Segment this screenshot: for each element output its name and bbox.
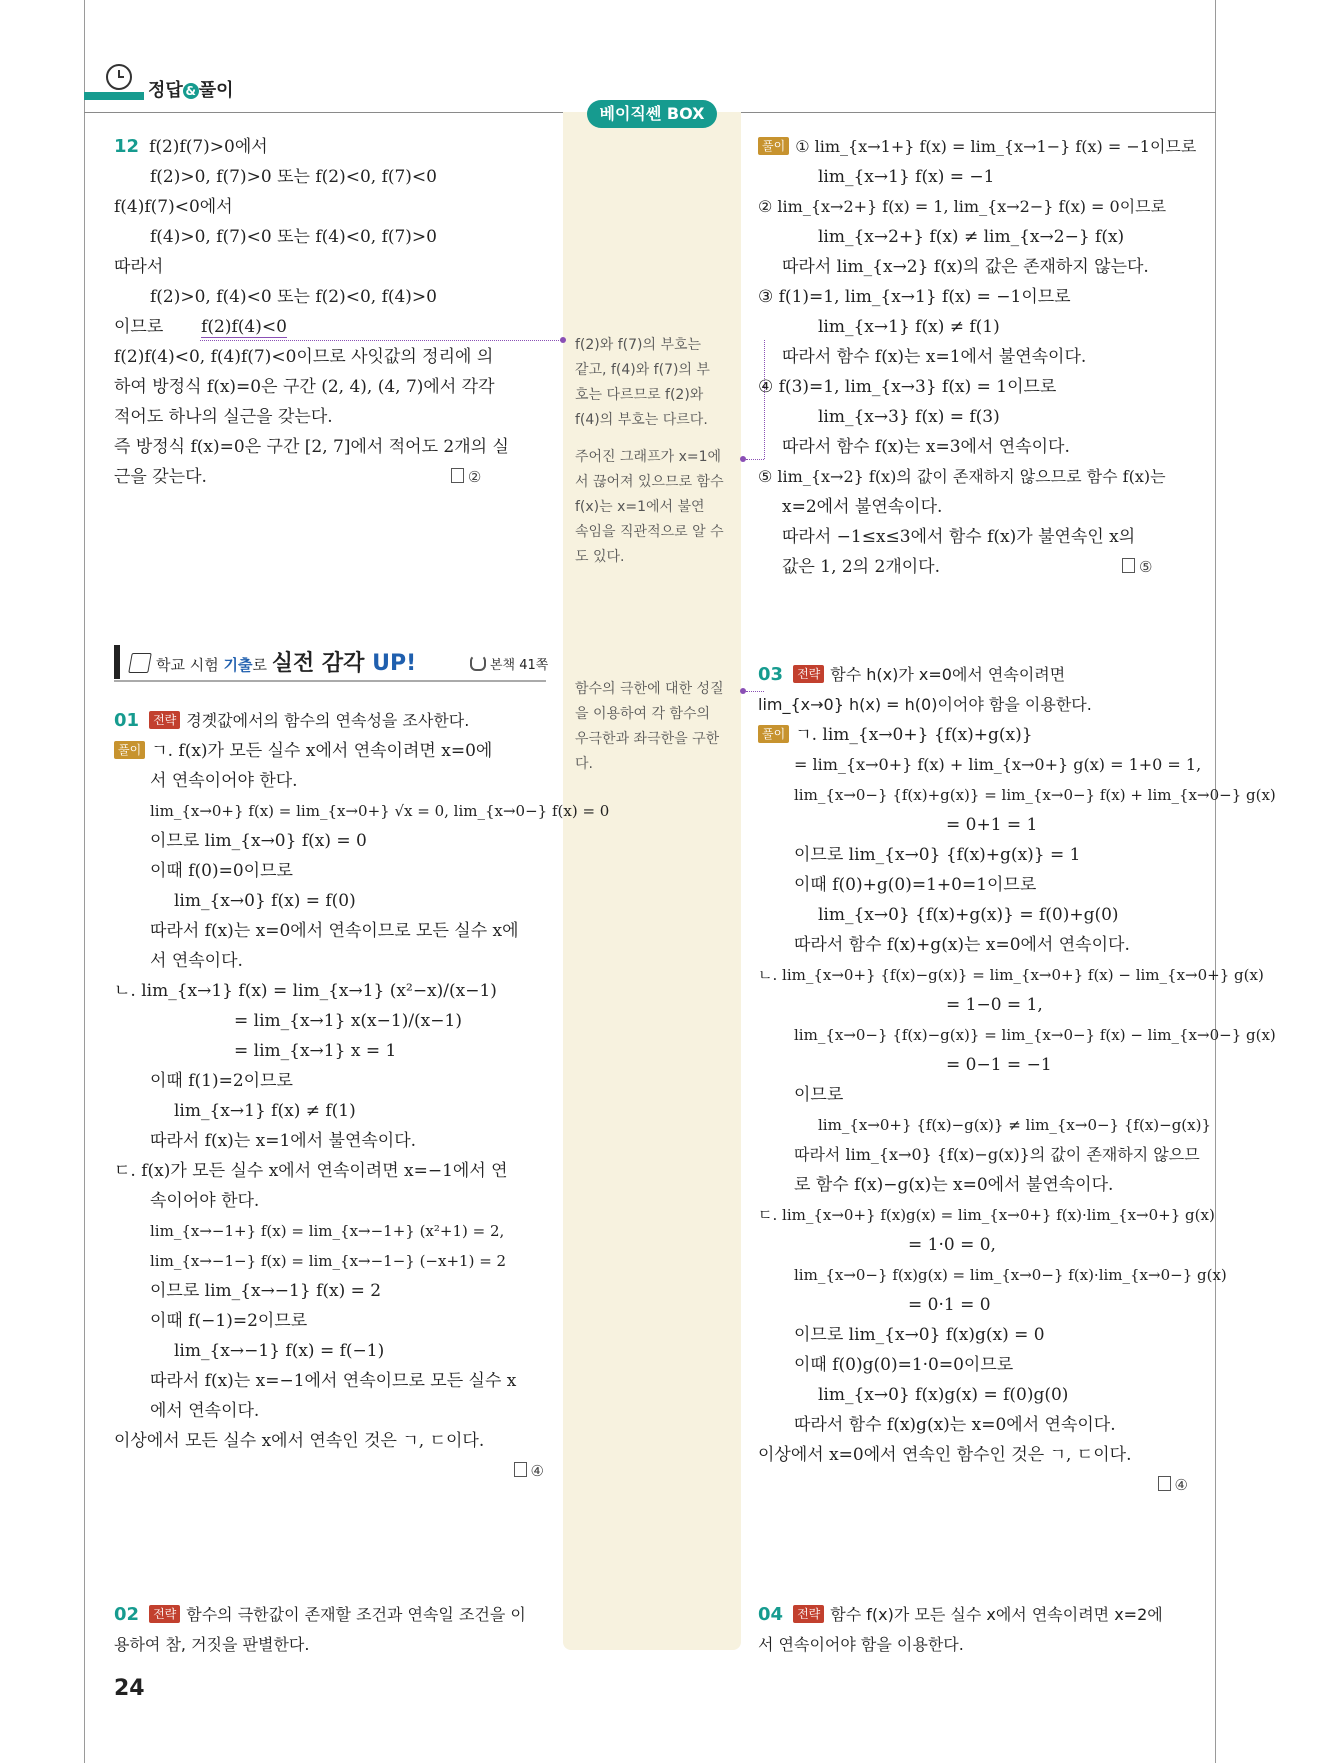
q03-answer	[1158, 1470, 1188, 1500]
section-ref-text: 본책 41쪽	[490, 658, 549, 673]
q02-line: ③ f(1)=1, lim_{x→1} f(x) = −1이므로	[758, 287, 1071, 307]
alarm-clock-icon	[106, 64, 132, 90]
q02-line: 따라서 −1≤x≤3에서 함수 f(x)가 불연속인 x의	[782, 527, 1136, 547]
q03-line: lim_{x→0} {f(x)+g(x)} = f(0)+g(0)	[818, 905, 1119, 925]
q03-line: = 0+1 = 1	[946, 815, 1038, 835]
q02-line: 따라서 함수 f(x)는 x=1에서 불연속이다.	[782, 347, 1087, 367]
section-prefix: 학교 시험	[156, 656, 224, 674]
q03-line: = 1−0 = 1,	[946, 995, 1043, 1015]
strategy-text: lim_{x→0} h(x) = h(0)이어야 함을 이용한다.	[758, 695, 1092, 714]
strategy-tag: 전략	[149, 1605, 180, 1623]
section-bar	[114, 645, 120, 679]
q01-line: lim_{x→−1−} f(x) = lim_{x→−1−} (−x+1) = 2	[150, 1252, 507, 1270]
strategy-text: 함수 f(x)가 모든 실수 x에서 연속이려면 x=2에	[830, 1605, 1163, 1624]
question-01	[114, 706, 610, 1486]
q12-line: f(2)>0, f(7)>0 또는 f(2)<0, f(7)<0	[150, 167, 437, 187]
q12-line: 근을 갖는다.	[114, 467, 207, 487]
q01-line: 따라서 f(x)는 x=0에서 연속이므로 모든 실수 x에	[150, 921, 519, 941]
answer-value: ②	[467, 468, 482, 486]
box-note-1	[575, 333, 735, 433]
answer-icon	[451, 468, 464, 483]
q02-answer	[1122, 552, 1152, 582]
q03-line: 로 함수 f(x)−g(x)는 x=0에서 불연속이다.	[794, 1175, 1114, 1195]
strategy-tag: 전략	[793, 665, 824, 683]
question-02	[114, 1600, 554, 1660]
q01-line: 에서 연속이다.	[150, 1401, 260, 1421]
question-number: 03	[758, 664, 784, 685]
q02-line: ④ f(3)=1, lim_{x→3} f(x) = 1이므로	[758, 377, 1057, 397]
q12-line: 하여 방정식 f(x)=0은 구간 (2, 4), (4, 7)에서 각각	[114, 377, 495, 397]
q01-line: 이상에서 모든 실수 x에서 연속인 것은 ㄱ, ㄷ이다.	[114, 1431, 485, 1451]
q12-line: f(2)f(7)>0에서	[149, 137, 268, 157]
q03-line: lim_{x→0+} {f(x)−g(x)} ≠ lim_{x→0−} {f(x)−g(x)}	[818, 1116, 1212, 1134]
question-number: 02	[114, 1604, 140, 1625]
section-reference	[470, 654, 548, 673]
q02-line: ② lim_{x→2+} f(x) = 1, lim_{x→2−} f(x) = 0이므로	[758, 197, 1167, 216]
note-line: 다.	[575, 756, 593, 772]
q03-line: ㄷ. lim_{x→0+} f(x)g(x) = lim_{x→0+} f(x)·lim_{x→0+} g(x)	[758, 1206, 1215, 1224]
answer-value: ⑤	[1139, 558, 1153, 576]
strategy-tag: 전략	[793, 1605, 824, 1623]
q01-line: 이때 f(0)=0이므로	[150, 861, 293, 881]
page-title	[148, 76, 234, 102]
strategy-text: 함수 h(x)가 x=0에서 연속이려면	[830, 665, 1066, 684]
answer-icon	[1122, 558, 1135, 573]
q01-line: 따라서 f(x)는 x=−1에서 연속이므로 모든 실수 x	[150, 1371, 517, 1391]
q02-line: 따라서 함수 f(x)는 x=3에서 연속이다.	[782, 437, 1070, 457]
section-up: UP!	[372, 651, 417, 676]
q03-line: = 0−1 = −1	[946, 1055, 1052, 1075]
header-accent	[84, 92, 144, 100]
q01-line: lim_{x→0+} f(x) = lim_{x→0+} √x = 0, lim_{x→0−} f(x) = 0	[150, 802, 610, 820]
q02-line: 따라서 lim_{x→2} f(x)의 값은 존재하지 않는다.	[782, 257, 1149, 277]
strategy-text: 용하여 참, 거짓을 판별한다.	[114, 1635, 310, 1654]
q02-line: 값은 1, 2의 2개이다.	[782, 557, 940, 577]
answer-icon	[1158, 1476, 1171, 1491]
note-line: 호는 다르므로 f(2)와	[575, 387, 704, 403]
q01-line: lim_{x→−1+} f(x) = lim_{x→−1+} (x²+1) = 2,	[150, 1222, 505, 1240]
q01-line: = lim_{x→1} x(x−1)/(x−1)	[234, 1011, 462, 1031]
q02-line: lim_{x→1} f(x) = −1	[818, 167, 995, 187]
q01-line: 이므로 lim_{x→0} f(x) = 0	[150, 831, 367, 851]
question-02-solution	[758, 132, 1198, 582]
q01-line: lim_{x→1} f(x) ≠ f(1)	[174, 1101, 356, 1121]
note-line: 우극한과 좌극한을 구한	[575, 731, 720, 747]
q01-line: 따라서 f(x)는 x=1에서 불연속이다.	[150, 1131, 417, 1151]
section-middle: 로	[252, 656, 272, 674]
question-number: 04	[758, 1604, 784, 1625]
q03-line: 이때 f(0)+g(0)=1+0=1이므로	[794, 875, 1037, 895]
q03-line: 이상에서 x=0에서 연속인 함수인 것은 ㄱ, ㄷ이다.	[758, 1445, 1132, 1465]
q02-line: x=2에서 불연속이다.	[782, 497, 943, 517]
q03-line: = 1·0 = 0,	[908, 1235, 996, 1255]
q03-line: lim_{x→0} f(x)g(x) = f(0)g(0)	[818, 1385, 1069, 1405]
q12-line: f(2)>0, f(4)<0 또는 f(2)<0, f(4)>0	[150, 287, 437, 307]
solution-tag: 풀이	[114, 741, 145, 759]
note-line: 같고, f(4)와 f(7)의 부	[575, 362, 710, 378]
q02-line: ⑤ lim_{x→2} f(x)의 값이 존재하지 않으므로 함수 f(x)는	[758, 467, 1166, 486]
note-line: 을 이용하여 각 함수의	[575, 706, 711, 722]
note-line: 도 있다.	[575, 549, 625, 565]
q02-line: lim_{x→3} f(x) = f(3)	[818, 407, 1000, 427]
q12-line: f(2)f(4)<0, f(4)f(7)<0이므로 사잇값의 정리에 의	[114, 347, 494, 367]
q01-line: 서 연속이다.	[150, 951, 243, 971]
solution-tag: 풀이	[758, 725, 789, 743]
answer-value: ④	[1174, 1476, 1188, 1494]
q03-line: 이므로 lim_{x→0} f(x)g(x) = 0	[794, 1325, 1045, 1345]
q03-line: 따라서 lim_{x→0} {f(x)−g(x)}의 값이 존재하지 않으므	[794, 1145, 1200, 1164]
q12-line: 적어도 하나의 실근을 갖는다.	[114, 407, 333, 427]
q01-line: ㄱ. f(x)가 모든 실수 x에서 연속이려면 x=0에	[151, 741, 493, 761]
q12-line: f(4)f(7)<0에서	[114, 197, 233, 217]
pencil-icon	[128, 653, 152, 673]
note-line: 속임을 직관적으로 알 수	[575, 524, 724, 540]
q01-line: 이때 f(1)=2이므로	[150, 1071, 293, 1091]
q02-line: ① lim_{x→1+} f(x) = lim_{x→1−} f(x) = −1이므로	[795, 137, 1197, 156]
section-title	[130, 646, 416, 677]
box-note-2	[575, 445, 735, 570]
q01-line: lim_{x→0} f(x) = f(0)	[174, 891, 356, 911]
q01-line: lim_{x→−1} f(x) = f(−1)	[174, 1341, 385, 1361]
q01-line: 이므로 lim_{x→−1} f(x) = 2	[150, 1281, 382, 1301]
q03-line: ㄴ. lim_{x→0+} {f(x)−g(x)} = lim_{x→0+} f(x) − lim_{x→0+} g(x)	[758, 966, 1264, 984]
note-line: 서 끊어져 있으므로 함수	[575, 474, 724, 490]
basic-box-label: 베이직쎈 BOX	[587, 100, 717, 128]
q12-prefix: 이므로	[114, 317, 164, 337]
answer-value: ④	[530, 1462, 544, 1480]
note-line: f(4)의 부호는 다르다.	[575, 412, 708, 428]
note-line: 함수의 극한에 대한 성질	[575, 681, 724, 697]
refresh-icon	[470, 655, 486, 671]
q01-answer	[514, 1456, 544, 1486]
q01-line: ㄷ. f(x)가 모든 실수 x에서 연속이려면 x=−1에서 연	[114, 1161, 508, 1181]
q03-line: lim_{x→0−} {f(x)+g(x)} = lim_{x→0−} f(x) + lim_{x→0−} g(x)	[794, 786, 1276, 804]
q12-answer	[451, 462, 481, 492]
note-line: f(x)는 x=1에서 불연	[575, 499, 705, 515]
question-04	[758, 1600, 1198, 1660]
connector-dot	[560, 337, 566, 343]
strategy-text: 경곗값에서의 함수의 연속성을 조사한다.	[186, 711, 470, 730]
title-amp: &	[183, 83, 199, 99]
strategy-tag: 전략	[149, 711, 180, 729]
q03-line: = 0·1 = 0	[908, 1295, 991, 1315]
q03-line: 따라서 함수 f(x)+g(x)는 x=0에서 연속이다.	[794, 935, 1130, 955]
q02-line: lim_{x→1} f(x) ≠ f(1)	[818, 317, 1000, 337]
q12-line: 즉 방정식 f(x)=0은 구간 [2, 7]에서 적어도 2개의 실	[114, 437, 509, 457]
section-big: 실전 감각	[271, 651, 373, 676]
q03-line: = lim_{x→0+} f(x) + lim_{x→0+} g(x) = 1+0 = 1,	[794, 755, 1202, 774]
answer-icon	[514, 1462, 527, 1477]
q12-line: f(4)>0, f(7)<0 또는 f(4)<0, f(7)>0	[150, 227, 437, 247]
q12-line: 따라서	[114, 257, 164, 277]
q03-line: 이므로	[794, 1085, 844, 1105]
q01-line: 속이어야 한다.	[150, 1191, 260, 1211]
question-number: 01	[114, 710, 140, 731]
q03-line: 따라서 함수 f(x)g(x)는 x=0에서 연속이다.	[794, 1415, 1116, 1435]
q01-line: = lim_{x→1} x = 1	[234, 1041, 397, 1061]
connector-line	[200, 340, 563, 341]
q01-line: 서 연속이어야 한다.	[150, 771, 298, 791]
title-part-a: 정답	[148, 80, 183, 101]
question-03	[758, 660, 1276, 1500]
strategy-text: 서 연속이어야 함을 이용한다.	[758, 1635, 964, 1654]
note-line: 주어진 그래프가 x=1에	[575, 449, 722, 465]
box-note-3	[575, 677, 735, 777]
section-kichul: 기출	[223, 656, 253, 674]
question-12	[114, 132, 554, 492]
note-line: f(2)와 f(7)의 부호는	[575, 337, 702, 353]
q03-line: 이때 f(0)g(0)=1·0=0이므로	[794, 1355, 1014, 1375]
strategy-text: 함수의 극한값이 존재할 조건과 연속일 조건을 이	[186, 1605, 526, 1624]
q03-line: ㄱ. lim_{x→0+} {f(x)+g(x)}	[795, 725, 1033, 745]
page-number: 24	[114, 1676, 145, 1701]
q01-line: 이때 f(−1)=2이므로	[150, 1311, 308, 1331]
q03-line: lim_{x→0−} {f(x)−g(x)} = lim_{x→0−} f(x) − lim_{x→0−} g(x)	[794, 1026, 1276, 1044]
q03-line: lim_{x→0−} f(x)g(x) = lim_{x→0−} f(x)·lim_{x→0−} g(x)	[794, 1266, 1227, 1284]
solution-tag: 풀이	[758, 137, 789, 155]
question-number: 12	[114, 136, 140, 157]
q03-line: 이므로 lim_{x→0} {f(x)+g(x)} = 1	[794, 845, 1081, 865]
q02-line: lim_{x→2+} f(x) ≠ lim_{x→2−} f(x)	[818, 227, 1125, 247]
q12-conclusion: f(2)f(4)<0	[201, 317, 287, 337]
title-part-b: 풀이	[198, 80, 234, 101]
q01-line: ㄴ. lim_{x→1} f(x) = lim_{x→1} (x²−x)/(x−1)	[114, 981, 497, 1001]
